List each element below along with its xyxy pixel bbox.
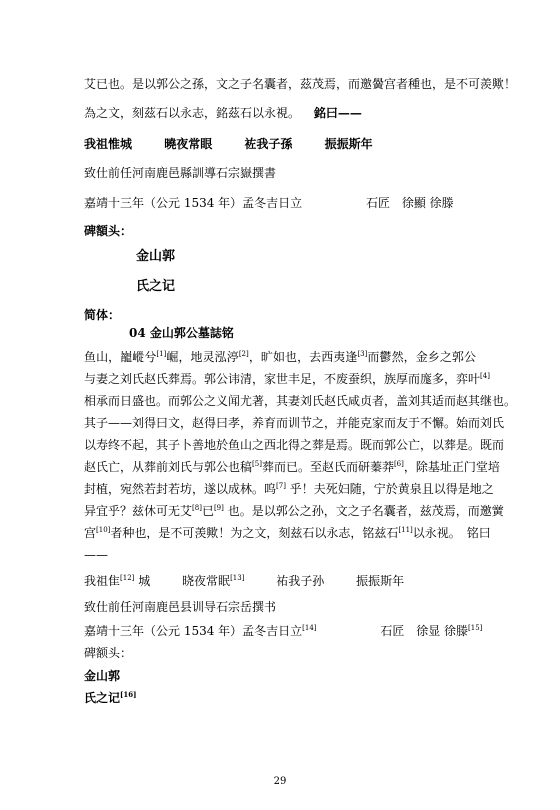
dash-line: —— bbox=[84, 548, 108, 562]
pl3-a: 相承而日盛也。而郭公之义闻尤著，其妻刘氏赵氏咸贞者，盖刘其适而赵其继也。 bbox=[84, 394, 517, 408]
trad-line-2 bbox=[84, 106, 362, 120]
simp-verse-3: 祐我子孙 bbox=[276, 574, 325, 588]
footnote-ref: [12] bbox=[120, 574, 135, 582]
simp-stele-label: 碑额头： bbox=[84, 646, 133, 660]
simplified-label: 简体： bbox=[84, 308, 121, 322]
pl8-b: 已 bbox=[201, 504, 214, 518]
trad-masons: 徐顯 徐滕 bbox=[401, 196, 454, 210]
trad-date-line bbox=[84, 196, 454, 210]
simp-mason-label: 石匠 bbox=[380, 624, 405, 638]
pl7-a: 封植，宛然若封若坊，遂以成林。呜 bbox=[84, 482, 277, 496]
footnote-ref: [16] bbox=[120, 690, 137, 699]
paragraph-line-3 bbox=[84, 394, 517, 408]
footnote-ref: [14] bbox=[302, 624, 317, 632]
footnote-ref: [13] bbox=[230, 574, 245, 582]
pl1-c: ，旷如也，去西夷逢 bbox=[248, 350, 358, 364]
stele-heading-2: 氏之记 bbox=[136, 279, 176, 294]
footnote-ref: [1] bbox=[156, 350, 167, 358]
footnote-ref: [2] bbox=[238, 350, 249, 358]
trad-line-1: 艾已也。是以郭公之孫，文之子名囊者，茲茂焉，而邀黌宫者種也，是不可羨歟！ bbox=[84, 77, 517, 91]
simp-date-line bbox=[84, 624, 482, 638]
pl1-b: 崛，地灵泓渟 bbox=[166, 350, 239, 364]
footnote-ref: [11] bbox=[398, 526, 413, 534]
paragraph-line-1 bbox=[84, 350, 476, 364]
paragraph-line-9 bbox=[84, 526, 491, 540]
stele-heading-1: 金山郭 bbox=[136, 249, 176, 264]
footnote-ref: [6] bbox=[393, 460, 404, 468]
trad-verse-1: 我祖惟城 bbox=[84, 137, 133, 151]
simp-date: 嘉靖十三年（公元 1534 年）孟冬吉日立 bbox=[84, 624, 303, 638]
simp-verse-1b: 城 bbox=[134, 574, 151, 588]
trad-line-2-text: 為之文，刻茲石以永志，銘茲石以永視。 bbox=[84, 106, 301, 120]
footnote-ref: [9] bbox=[213, 504, 224, 512]
footnote-ref: [5] bbox=[252, 460, 262, 468]
pl9-b: 者种也，是不可羡歟！为之文，刻兹石以永志，铭兹石 bbox=[110, 526, 399, 540]
paragraph-line-7 bbox=[84, 482, 494, 496]
simp-verse-4: 振振斯年 bbox=[356, 574, 405, 588]
footnote-ref: [10] bbox=[96, 526, 111, 534]
pl6-c: ，除基址正门堂培 bbox=[403, 460, 500, 474]
simp-stele-1: 金山郭 bbox=[84, 669, 121, 683]
pl9-a: 宫 bbox=[84, 526, 97, 540]
trad-verse-4: 振振斯年 bbox=[324, 137, 373, 151]
pl9-c: 以永视。 铭曰 bbox=[412, 526, 491, 540]
pl2-a: 与妻之刘氏赵氏葬焉。郭公讳清，家世丰足，不废蚕织，族厚而庬多，弈叶 bbox=[84, 372, 481, 386]
trad-mason-label: 石匠 bbox=[366, 196, 391, 210]
pl7-b: 乎！夫死妇随，宁於黄泉且以得是地之 bbox=[285, 482, 494, 496]
trad-date: 嘉靖十三年（公元 1534 年）孟冬吉日立 bbox=[84, 196, 303, 210]
simp-verse-1: 我祖隹 bbox=[84, 574, 121, 588]
pl8-c: 也。是以郭公之孙，文之子名囊者，兹茂焉，而邀黉 bbox=[223, 504, 504, 518]
footnote-ref: [4] bbox=[480, 372, 490, 380]
paragraph-line-4 bbox=[84, 416, 505, 430]
trad-verse-2: 曉夜常眼 bbox=[164, 137, 213, 151]
stele-heading-label: 碑額头： bbox=[84, 224, 133, 238]
simp-author: 致仕前任河南鹿邑县训导石宗岳撰书 bbox=[84, 600, 277, 614]
simp-verse bbox=[84, 574, 404, 588]
simp-stele-2-text: 氏之记 bbox=[84, 691, 121, 705]
simp-stele-2 bbox=[84, 691, 136, 705]
footnote-ref: [7] bbox=[276, 482, 286, 490]
paragraph-line-6 bbox=[84, 460, 500, 474]
trad-verse-3: 袏我子孫 bbox=[244, 137, 293, 151]
footnote-ref: [3] bbox=[357, 350, 368, 358]
footnote-ref: [15] bbox=[468, 624, 483, 632]
trad-author: 致仕前任河南鹿邑縣訓導石宗嶽撰書 bbox=[84, 166, 277, 180]
pl6-b: 葬而已。至赵氏而研蓁莽 bbox=[261, 460, 394, 474]
simp-masons: 徐显 徐滕 bbox=[416, 624, 469, 638]
pl4-a: 其子——刘得曰文，赵得曰孝，养育而训节之，并能克家而友于不懈。始而刘氏 bbox=[84, 416, 505, 430]
page-number: 29 bbox=[273, 776, 287, 787]
paragraph-line-8 bbox=[84, 504, 504, 518]
trad-verse bbox=[84, 137, 373, 151]
paragraph-line-2 bbox=[84, 372, 490, 386]
pl1-d: 而鬱然，金乡之郭公 bbox=[367, 350, 476, 364]
footnote-ref: [8] bbox=[192, 504, 202, 512]
pl1-a: 鱼山，巃嵷兮 bbox=[84, 350, 157, 364]
paragraph-line-5 bbox=[84, 438, 505, 452]
pl5-a: 以寿终不起，其子卜善地於鱼山之西北得之葬是焉。既而郭公亡，以葬是。既而 bbox=[84, 438, 505, 452]
section-title: 04 金山郭公墓誌铭 bbox=[129, 326, 234, 340]
simp-verse-2: 晓夜常眠 bbox=[182, 574, 231, 588]
trad-ming-label: 銘曰—— bbox=[313, 106, 362, 120]
pl8-a: 异宜乎？兹休可无艾 bbox=[84, 504, 193, 518]
pl6-a: 赵氏亡，从葬前刘氏与郭公也稿 bbox=[84, 460, 253, 474]
